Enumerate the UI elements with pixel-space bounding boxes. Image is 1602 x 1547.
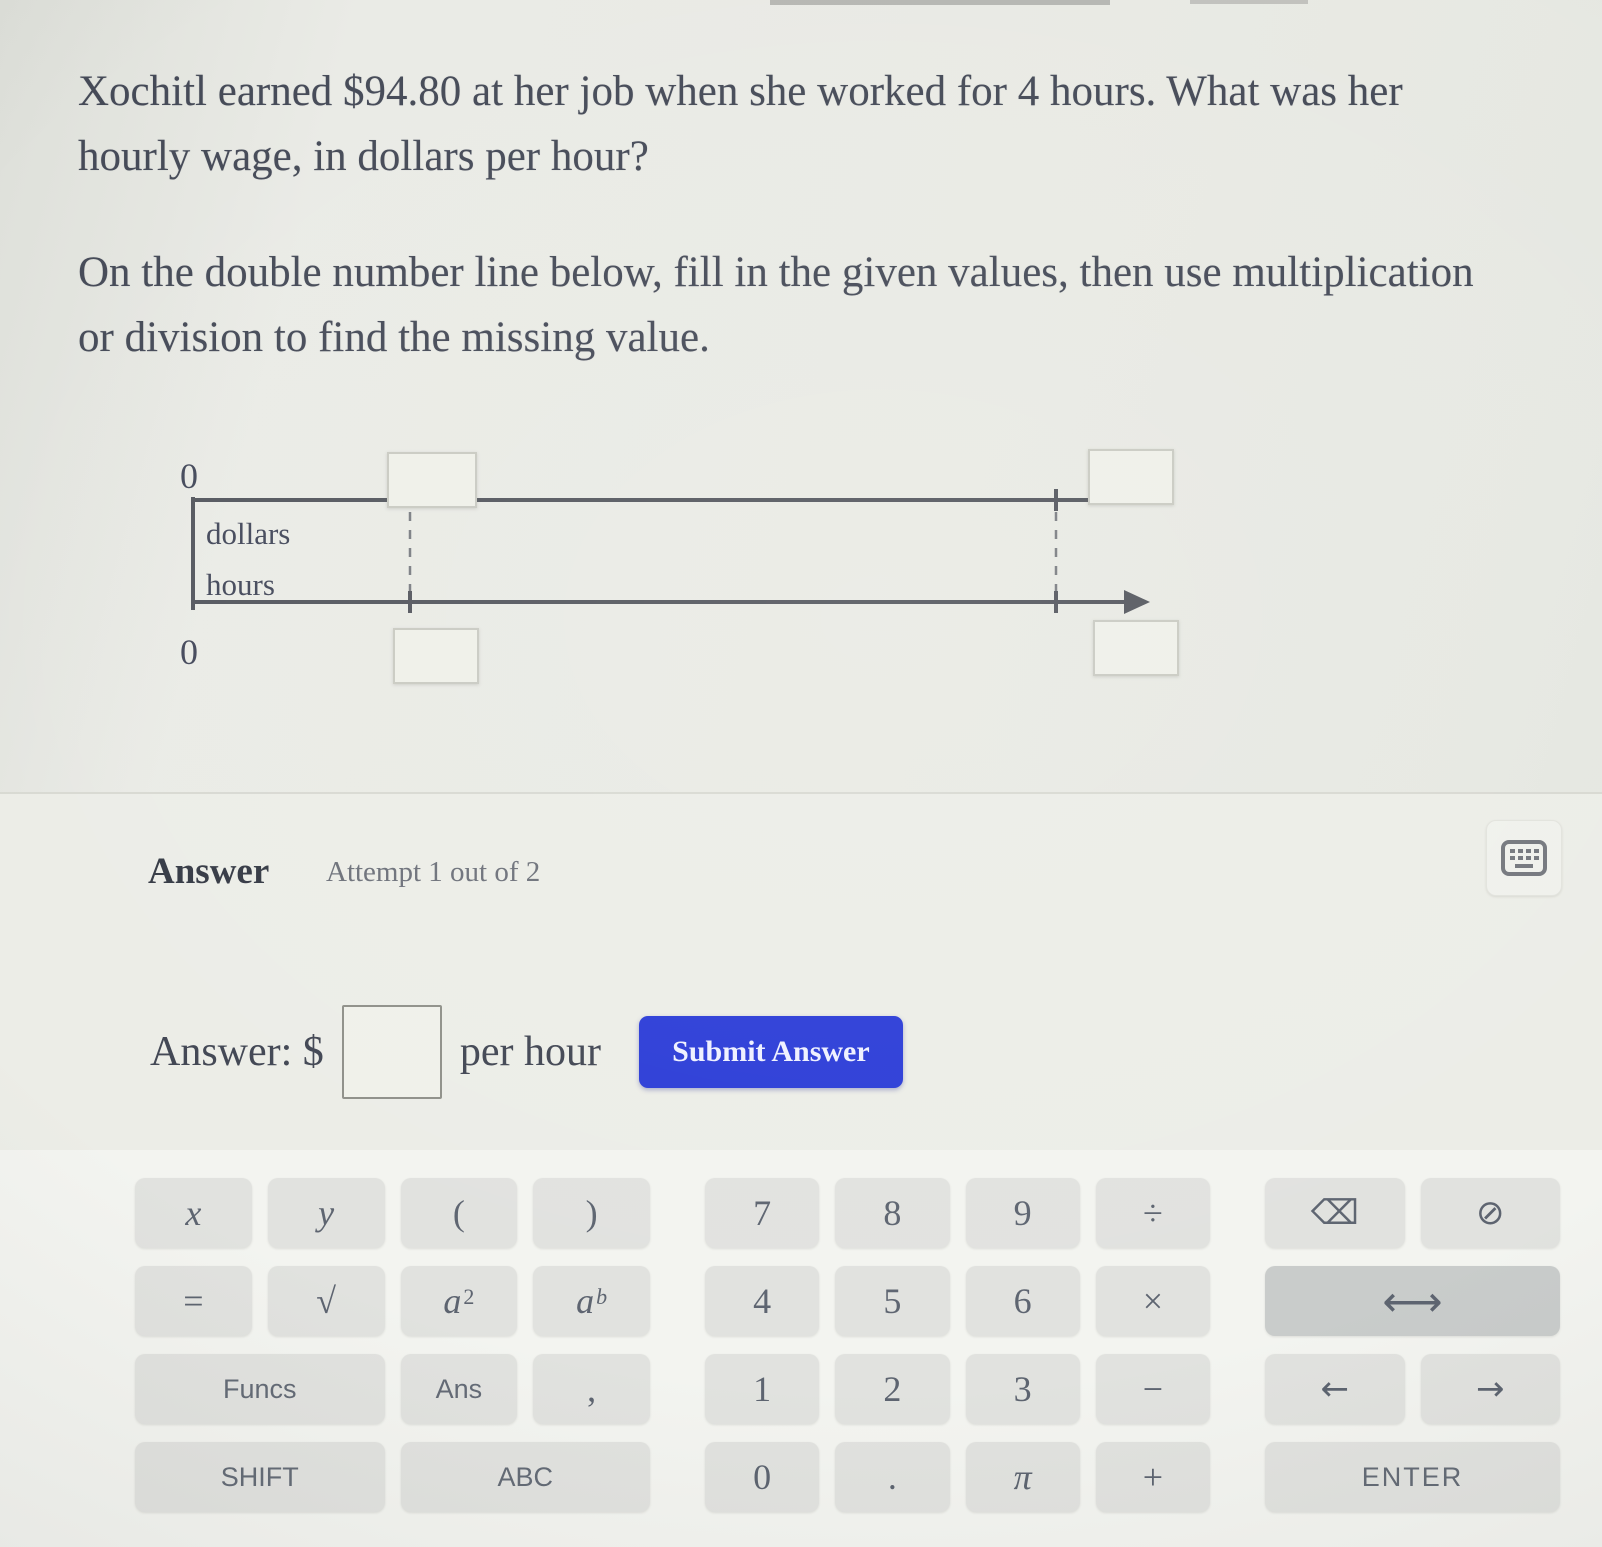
key-a-power-b[interactable]	[533, 1266, 650, 1336]
dollars-tick1-value-box[interactable]	[387, 452, 477, 508]
key-backspace[interactable]	[1265, 1178, 1405, 1248]
double-number-line	[180, 442, 1180, 702]
arrow-left-icon: ←	[1320, 1369, 1349, 1409]
unit-label: per hour	[459, 1029, 601, 1075]
top-axis-zero-label: 0	[180, 456, 198, 496]
key-2[interactable]: 2	[835, 1354, 949, 1424]
key-8[interactable]: 8	[835, 1178, 949, 1248]
math-keyboard	[0, 1150, 1602, 1547]
clear-icon: ⊘	[1476, 1193, 1505, 1233]
key-y[interactable]: y	[268, 1178, 385, 1248]
answer-label: Answer: $	[150, 1029, 324, 1075]
key-6[interactable]: 6	[966, 1266, 1080, 1336]
number-line-axes	[180, 442, 1180, 702]
key-plus[interactable]: +	[1096, 1442, 1210, 1512]
key-9[interactable]: 9	[966, 1178, 1080, 1248]
problem-statement	[78, 60, 1514, 370]
key-5[interactable]: 5	[835, 1266, 949, 1336]
key-x[interactable]: x	[135, 1178, 252, 1248]
key-ans[interactable]: Ans	[401, 1354, 518, 1424]
key-pi[interactable]: π	[966, 1442, 1080, 1512]
key-a-squared-exp: 2	[463, 1284, 475, 1309]
hours-tick1-value-box[interactable]	[393, 628, 479, 684]
key-multiply[interactable]: ×	[1096, 1266, 1210, 1336]
problem-instructions: On the double number line below, fill in the given values, then use multiplication or division to find the missing value.	[78, 249, 1474, 361]
bottom-axis-zero-label: 0	[180, 632, 198, 672]
key-4[interactable]: 4	[705, 1266, 819, 1336]
key-sqrt[interactable]	[268, 1266, 385, 1336]
key-open-paren[interactable]: (	[401, 1178, 518, 1248]
keyboard-control-block	[1265, 1178, 1560, 1512]
photo-artifact-top-2	[1190, 0, 1308, 4]
key-1[interactable]: 1	[705, 1354, 819, 1424]
key-0[interactable]: 0	[705, 1442, 819, 1512]
hours-end-value-box[interactable]	[1093, 620, 1179, 676]
arrow-right-icon: →	[1476, 1369, 1505, 1409]
key-a-power-exp: b	[596, 1284, 608, 1309]
dollars-end-value-box[interactable]	[1088, 449, 1174, 505]
sqrt-icon: √	[316, 1281, 336, 1321]
key-enter[interactable]: ENTER	[1265, 1442, 1560, 1512]
key-a-squared-base: a	[443, 1281, 462, 1321]
key-7[interactable]: 7	[705, 1178, 819, 1248]
key-equals[interactable]: =	[135, 1266, 252, 1336]
attempt-counter: Attempt 1 out of 2	[326, 856, 541, 888]
key-divide[interactable]: ÷	[1096, 1178, 1210, 1248]
submit-answer-button[interactable]: Submit Answer	[639, 1016, 903, 1088]
key-minus[interactable]: −	[1096, 1354, 1210, 1424]
key-close-paren[interactable]: )	[533, 1178, 650, 1248]
keyboard-left-block	[135, 1178, 650, 1512]
keyboard-icon	[1501, 840, 1547, 876]
answer-heading: Answer	[148, 851, 270, 892]
key-shift[interactable]: SHIFT	[135, 1442, 385, 1512]
key-arrow-left[interactable]	[1265, 1354, 1405, 1424]
key-abc[interactable]: ABC	[401, 1442, 651, 1512]
key-clear[interactable]	[1421, 1178, 1561, 1248]
problem-question: Xochitl earned $94.80 at her job when she worked for 4 hours. What was her hourly wage, in dollars per hour?	[78, 68, 1403, 180]
answer-input[interactable]	[342, 1005, 442, 1099]
dollars-axis-label: dollars	[206, 516, 291, 551]
key-decimal-point[interactable]: .	[835, 1442, 949, 1512]
keyboard-number-block	[705, 1178, 1210, 1512]
key-comma[interactable]: ,	[533, 1354, 650, 1424]
key-arrow-right[interactable]	[1421, 1354, 1561, 1424]
hours-axis-label: hours	[206, 567, 275, 602]
keyboard-toggle-button[interactable]	[1486, 820, 1562, 896]
key-a-power-base: a	[576, 1281, 595, 1321]
answer-row	[150, 1002, 903, 1102]
photo-artifact-top	[770, 0, 1110, 5]
left-right-arrow-icon: ⟷	[1382, 1276, 1443, 1326]
key-a-squared[interactable]	[401, 1266, 518, 1336]
key-3[interactable]: 3	[966, 1354, 1080, 1424]
key-funcs[interactable]: Funcs	[135, 1354, 385, 1424]
key-toggle-cursor[interactable]	[1265, 1266, 1560, 1336]
backspace-icon: ⌫	[1310, 1193, 1359, 1233]
